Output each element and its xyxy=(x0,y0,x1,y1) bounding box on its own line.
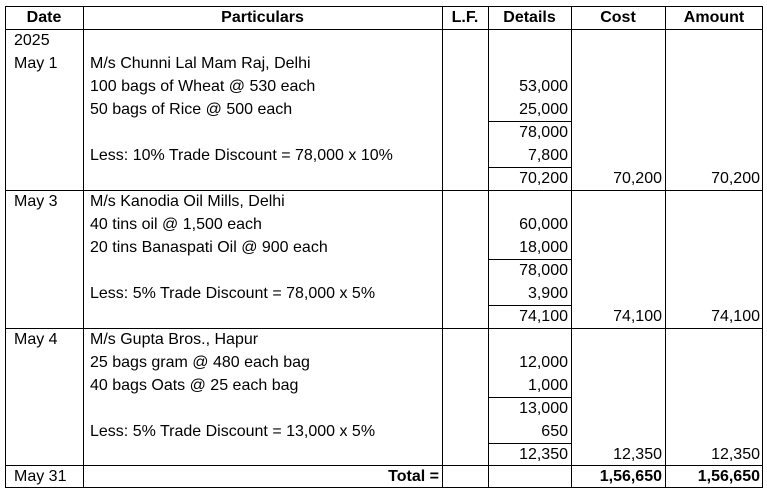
item-amount: 18,000 xyxy=(519,239,568,256)
header-particulars: Particulars xyxy=(221,9,304,26)
cost-value: 12,350 xyxy=(613,446,662,463)
item-amount: 12,000 xyxy=(519,354,568,371)
amount-value: 74,100 xyxy=(711,308,760,325)
subtotal-rule xyxy=(488,121,571,122)
gross-amount: 78,000 xyxy=(519,124,568,141)
header-cost: Cost xyxy=(600,9,636,26)
supplier-name: M/s Kanodia Oil Mills, Delhi xyxy=(90,193,285,210)
subtotal-rule xyxy=(488,259,571,260)
subtotal-rule xyxy=(488,305,571,306)
trade-discount-text: Less: 5% Trade Discount = 78,000 x 5% xyxy=(90,285,376,302)
trade-discount-amount: 3,900 xyxy=(527,285,568,302)
grid-line xyxy=(5,328,763,329)
amount-value: 12,350 xyxy=(711,446,760,463)
item-amount: 1,000 xyxy=(527,377,568,394)
subtotal-rule xyxy=(488,167,571,168)
total-label: Total = xyxy=(388,468,439,485)
trade-discount-text: Less: 10% Trade Discount = 78,000 x 10% xyxy=(90,147,393,164)
item-amount: 53,000 xyxy=(519,78,568,95)
entry-date: May 1 xyxy=(14,55,58,72)
cost-value: 70,200 xyxy=(613,170,662,187)
supplier-name: M/s Chunni Lal Mam Raj, Delhi xyxy=(90,55,311,72)
subtotal-rule xyxy=(488,443,571,444)
grid-line xyxy=(488,6,489,488)
net-amount: 74,100 xyxy=(519,308,568,325)
header-details: Details xyxy=(503,9,556,26)
item-description: 40 tins oil @ 1,500 each xyxy=(90,216,262,233)
item-description: 20 tins Banaspati Oil @ 900 each xyxy=(90,239,328,256)
entry-year: 2025 xyxy=(14,32,50,49)
grid-line xyxy=(5,487,763,488)
item-description: 25 bags gram @ 480 each bag xyxy=(90,354,310,371)
trade-discount-amount: 650 xyxy=(541,423,568,440)
trade-discount-amount: 7,800 xyxy=(527,147,568,164)
grid-line xyxy=(83,6,84,488)
subtotal-rule xyxy=(488,397,571,398)
item-description: 50 bags of Rice @ 500 each xyxy=(90,101,293,118)
grid-line xyxy=(5,190,763,191)
net-amount: 70,200 xyxy=(519,170,568,187)
grid-line xyxy=(5,6,6,488)
item-amount: 25,000 xyxy=(519,101,568,118)
gross-amount: 13,000 xyxy=(519,400,568,417)
item-description: 100 bags of Wheat @ 530 each xyxy=(90,78,316,95)
total-date: May 31 xyxy=(14,468,67,485)
trade-discount-text: Less: 5% Trade Discount = 13,000 x 5% xyxy=(90,423,376,440)
grid-line xyxy=(5,465,763,466)
cost-value: 74,100 xyxy=(613,308,662,325)
purchases-book-table xyxy=(5,6,763,488)
grid-line xyxy=(442,6,443,488)
amount-value: 70,200 xyxy=(711,170,760,187)
total-amount: 1,56,650 xyxy=(697,468,760,485)
grid-line xyxy=(762,6,763,488)
gross-amount: 78,000 xyxy=(519,262,568,279)
item-description: 40 bags Oats @ 25 each bag xyxy=(90,377,299,394)
entry-date: May 3 xyxy=(14,193,58,210)
grid-line xyxy=(665,6,666,488)
grid-line xyxy=(571,6,572,488)
entry-date: May 4 xyxy=(14,331,58,348)
header-amount: Amount xyxy=(683,9,745,26)
grid-line xyxy=(5,29,763,30)
supplier-name: M/s Gupta Bros., Hapur xyxy=(90,331,259,348)
grid-line xyxy=(5,6,763,7)
item-amount: 60,000 xyxy=(519,216,568,233)
header-date: Date xyxy=(26,9,62,26)
header-lf: L.F. xyxy=(451,9,479,26)
net-amount: 12,350 xyxy=(519,446,568,463)
total-cost: 1,56,650 xyxy=(599,468,662,485)
